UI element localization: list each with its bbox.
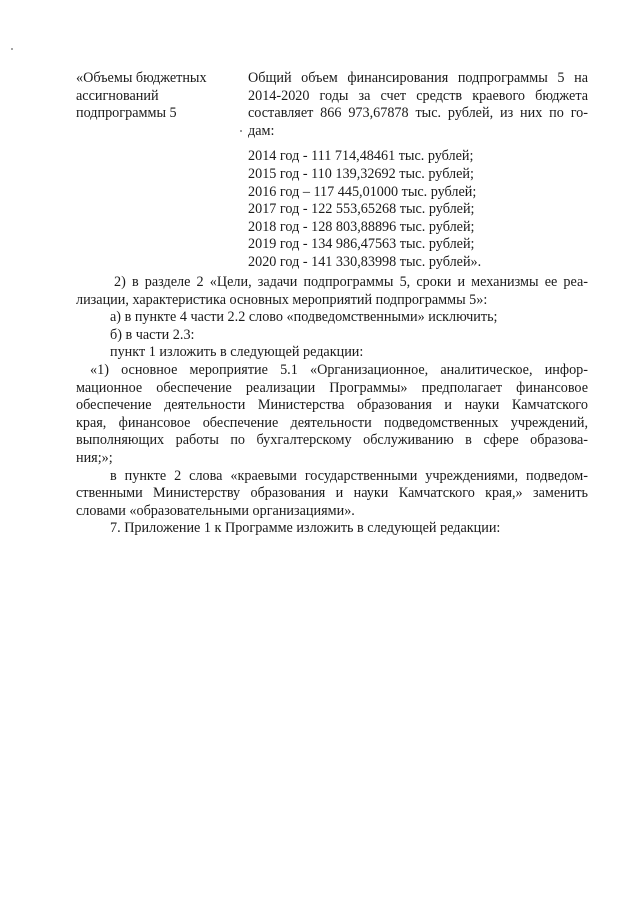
paragraph-line: мационное обеспечение реализации Программы» предполагает финансовое bbox=[76, 379, 588, 396]
paragraph-line: выполняющих работы по бухгалтерскому обслуживанию в сфере образова- bbox=[76, 432, 588, 449]
value-line: Общий объем финансирования подпрограммы 5 на bbox=[248, 70, 588, 86]
paragraph-line: 7. Приложение 1 к Программе изложить в следующей редакции: bbox=[110, 520, 501, 537]
scan-dot bbox=[240, 130, 242, 132]
paragraph-line: ственными Министерству образования и науки Камчатского края,» заменить bbox=[76, 485, 588, 502]
paragraph-line: а) в пункте 4 части 2.2 слово «подведомственными» исключить; bbox=[110, 309, 498, 326]
year-item: 2018 год - 128 803,88896 тыс. рублей; bbox=[248, 218, 475, 235]
year-item: 2020 год - 141 330,83998 тыс. рублей». bbox=[248, 253, 482, 270]
label-line: ассигнований bbox=[76, 87, 159, 104]
paragraph-line: словами «образовательными организациями». bbox=[76, 502, 355, 519]
scan-speck bbox=[11, 48, 13, 50]
year-item: 2016 год – 117 445,01000 тыс. рублей; bbox=[248, 183, 477, 200]
paragraph-line: «1) основное мероприятие 5.1 «Организационное, аналитическое, инфор- bbox=[90, 361, 588, 378]
year-item: 2014 год - 111 714,48461 тыс. рублей; bbox=[248, 148, 474, 165]
year-item: 2017 год - 122 553,65268 тыс. рублей; bbox=[248, 201, 475, 218]
label-line: подпрограммы 5 bbox=[76, 105, 177, 122]
label-line: «Объемы бюджетных bbox=[76, 70, 207, 86]
paragraph-line: обеспечение деятельности Министерства образования и науки Камчатского bbox=[76, 397, 588, 414]
paragraph-line: б) в части 2.3: bbox=[110, 326, 195, 343]
paragraph-line: пункт 1 изложить в следующей редакции: bbox=[110, 344, 364, 361]
value-line: 2014-2020 годы за счет средств краевого бюджета bbox=[248, 87, 588, 104]
paragraph-line: в пункте 2 слова «краевыми государственными учреждениями, подведом- bbox=[110, 467, 588, 484]
table-label-cell bbox=[76, 70, 236, 123]
paragraph-line: ния;»; bbox=[76, 449, 113, 466]
paragraph-line: края, финансовое обеспечение деятельности подведомственных учреждений, bbox=[76, 414, 588, 431]
table-value-cell bbox=[248, 70, 588, 272]
paragraph-line: 2) в разделе 2 «Цели, задачи подпрограммы 5, сроки и механизмы ее реа- bbox=[114, 274, 588, 290]
paragraph-line: лизации, характеристика основных мероприятий подпрограммы 5»: bbox=[76, 291, 488, 308]
year-item: 2015 год - 110 139,32692 тыс. рублей; bbox=[248, 165, 474, 182]
value-line: дам: bbox=[248, 122, 275, 139]
body-text bbox=[76, 274, 588, 538]
year-list bbox=[248, 148, 588, 271]
value-line: составляет 866 973,67878 тыс. рублей, из них по го- bbox=[248, 105, 588, 122]
year-item: 2019 год - 134 986,47563 тыс. рублей; bbox=[248, 236, 475, 253]
